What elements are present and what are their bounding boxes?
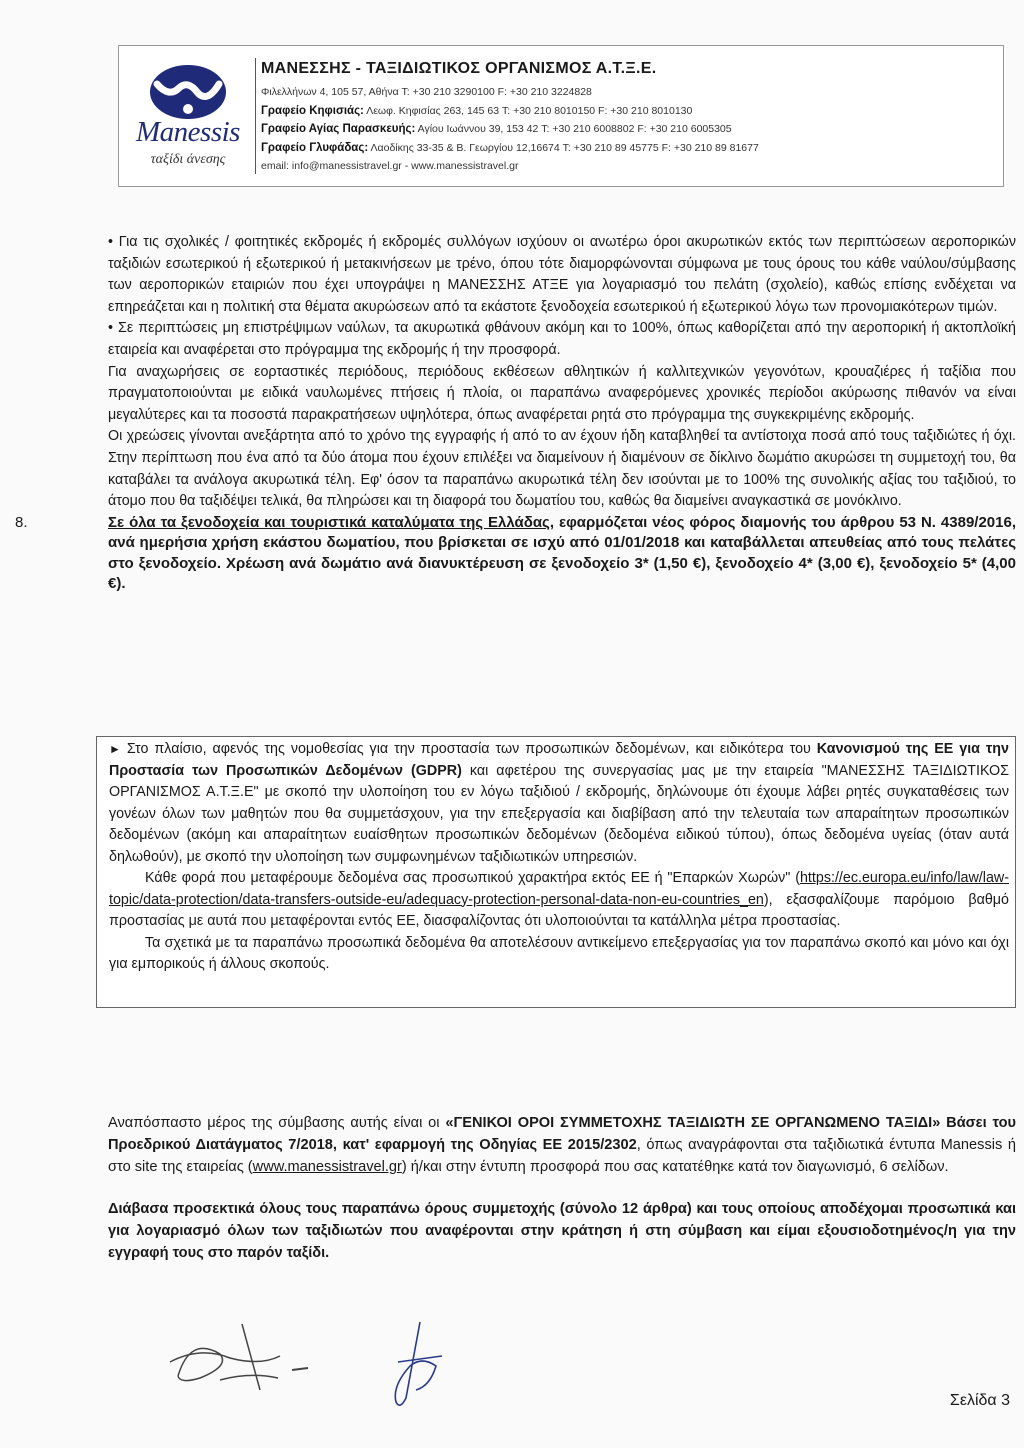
company-name: ΜΑΝΕΣΣΗΣ - ΤΑΞΙΔΙΩΤΙΚΟΣ ΟΡΓΑΝΙΣΜΟΣ Α.Τ.Ξ.Ε. <box>261 60 657 77</box>
company-logo <box>119 56 257 184</box>
gdpr-p2-intro: Κάθε φορά που μεταφέρουμε δεδομένα σας προσωπικού χαρακτήρα εκτός ΕΕ ή "Επαρκών Χωρών" ( <box>145 870 800 886</box>
item-8 <box>15 513 1016 595</box>
page-number: Σελίδα 3 <box>949 1392 1010 1409</box>
item-8-underlined: Σε όλα τα ξενοδοχεία και τουριστικά καταλύματα της Ελλάδας <box>108 513 550 531</box>
terms-body <box>15 232 1016 595</box>
gdpr-paragraph-1 <box>109 739 1009 868</box>
email-website: email: info@manessistravel.gr - www.manessistravel.gr <box>261 160 519 172</box>
head-office-address: Φιλελλήνων 4, 105 57, Αθήνα T: +30 210 3290100 F: +30 210 3224828 <box>261 86 592 98</box>
office-paraskevi-text: Αγίου Ιωάννου 39, 153 42 T: +30 210 6008802 F: +30 210 6005305 <box>417 123 732 135</box>
summary-intro: Αναπόσπαστο μέρος της σύμβασης αυτής είναι οι <box>108 1115 446 1131</box>
eu-adequacy-link[interactable]: https://ec.europa.eu/info/law/law-topic/data-protection/data-transfers-outside-eu/adequacy-protection-personal-data-non-eu-countries_en <box>109 870 1009 908</box>
office-paraskevi <box>261 120 1001 139</box>
letterhead <box>118 45 1004 187</box>
gdpr-regulation-name: Κανονισμού της ΕΕ για την Προστασία των Προσωπικών Δεδομένων (GDPR) <box>109 741 1009 779</box>
non-refundable-paragraph: • Σε περιπτώσεις μη επιστρέψιμων ναύλων, τα ακυρωτικά φθάνουν ακόμη και το 100%, όπως καθορίζεται από την αεροπορική ή ακτοπλοϊκή εταιρεία και αναφέρεται στο πρόγραμμα της εκδρομής ή την προσφορά. <box>108 320 1016 358</box>
summary-paragraph <box>108 1112 1016 1178</box>
handwritten-signature-icon <box>160 1306 460 1416</box>
office-kifisia <box>261 102 1001 121</box>
item-8-text: , εφαρμόζεται νέος φόρος διαμονής του άρθρου 53 Ν. 4389/2016, ανά ημερήσια χρήση εκάστου δωματίου, που βρίσκεται σε ισχύ από 01/01/2018 και καταβάλλεται απευθείας από τους πελάτες στο ξενοδοχείο. Χρέωση ανά δωμάτιο ανά διανυκτέρευση σε ξενοδοχείο 3* (1,50 €), ξενοδοχείο 4* (3,00 €), ξενοδοχείο 5* (4,00 €). <box>108 513 1016 593</box>
gdpr-text <box>109 739 1009 976</box>
gdpr-p1-intro: Στο πλαίσιο, αφενός της νομοθεσίας για την προστασία των προσωπικών δεδομένων, και ειδικότερα του <box>126 741 817 757</box>
office-kifisia-label: Γραφείο Κηφισιάς: <box>261 104 364 117</box>
school-trips-paragraph: • Για τις σχολικές / φοιτητικές εκδρομές ή εκδρομές συλλόγων ισχύουν οι ανωτέρω όροι ακυρωτικών εκτός των περιπτώσεων αεροπορικών ταξιδιών εσωτερικού ή εξωτερικού ή μετακινήσεων με τρένο, όπου τότε διαμορφώνονται σύμφωνα με τους όρους του κάθε ναύλου/σύμβασης των αεροπορικών εταιριών που έχει υπογράψει η ΜΑΝΕΣΣΗΣ ΑΤΞΕ για λογαριασμό του πελάτη (σχολείο), καθώς επίσης ενδέχεται να επηρεάζεται και η πολιτική στα θέματα ακυρώσεων από τα εκάστοτε ξενοδοχεία εσωτερικού ή εξωτερικού λόγω των προνομιακότερων τιμών. <box>108 234 1016 315</box>
triangle-marker-icon: ► <box>109 742 121 756</box>
summary-bold-terms: «ΓΕΝΙΚΟΙ ΟΡΟΙ ΣΥΜΜΕΤΟΧΗΣ ΤΑΞΙΔΙΩΤΗ ΣΕ ΟΡΓΑΝΩΜΕΝΟ ΤΑΞΙΔΙ» Βάσει του Προεδρικού Διατάγματος 7/2018, κατ' εφαρμογή της Οδηγίας ΕΕ 2015/2302 <box>108 1115 1016 1153</box>
office-glyfada-text: Λαοδίκης 33-35 & Β. Γεωργίου 12,16674 T: +30 210 89 45775 F: +30 210 89 81677 <box>370 141 759 154</box>
summary-end: ) ή/και στην έντυπη προσφορά που σας κατατέθηκε κατά τον διαγωνισμό, 6 σελίδων. <box>401 1159 949 1175</box>
header-divider <box>255 58 256 174</box>
office-paraskevi-label: Γραφείο Αγίας Παρασκευής: <box>261 123 416 135</box>
office-glyfada-label: Γραφείο Γλυφάδας: <box>261 141 369 154</box>
website-link[interactable]: www.manessistravel.gr <box>252 1159 402 1175</box>
gdpr-notice-box <box>96 736 1016 1008</box>
contract-summary <box>108 1112 1016 1178</box>
gdpr-p1-rest: και αφετέρου της συνεργασίας μας με την εταιρεία "ΜΑΝΕΣΣΗΣ ΤΑΞΙΔΙΩΤΙΚΟΣ ΟΡΓΑΝΙΣΜΟΣ Α.Τ.Ξ.Ε" με σκοπό την υλοποίηση του εν λόγω ταξιδιού / εκδρομής, δηλώνουμε ότι έχουμε λάβει ρητές συγκαταθέσεις των γονέων όλων των μαθητών που θα συμμετάσχουν, για την επεξεργασία και διαβίβαση από την τελευταία των απαραίτητων προσωπικών δεδομένων (ακόμη και απαραίτητων ευαίσθητων προσωπικών δεδομένων (δεδομένα ειδικού τύπου), όπως δεδομένα υγείας (όταν αυτά δηλωθούν), με σκοπό την υλοποίηση των συμφωνημένων ταξιδιωτικών υπηρεσιών. <box>109 762 1010 865</box>
holiday-periods-paragraph: Για αναχωρήσεις σε εορταστικές περιόδους, περιόδους εκθέσεων αθλητικών ή καλλιτεχνικών γεγονότων, κρουαζιέρες ή ταξίδια που πραγματοποιούνται με ειδικά ναυλωμένες πτήσεις ή πλοία, οι παραπάνω αναφερόμενες χρονικές περίοδοι ακύρωσης πιθανόν να είναι μεγαλύτερες και τα ποσοστά παρακρατήσεων υψηλότερα, όπως αναφέρεται ρητά στο πρόγραμμα της συγκεκριμένης εκδρομής. <box>108 363 1016 423</box>
summary-middle: , όπως αναγράφονται στα ταξιδιωτικά έντυπα Manessis ή στο site της εταιρείας ( <box>108 1137 1016 1175</box>
manessis-logo-mark-icon <box>149 64 227 120</box>
office-glyfada <box>261 139 1001 158</box>
office-kifisia-text: Λεωφ. Κηφισίας 263, 145 63 T: +30 210 8010150 F: +30 210 8010130 <box>366 104 693 117</box>
header-text <box>261 60 1001 176</box>
gdpr-p2-rest: ), εξασφαλίζουμε παρόμοιο βαθμό προστασίας με αυτά που μεταφέρονται εντός ΕΕ, διασφαλίζοντας ότι υλοποιούνται τα κατάλληλα μέτρα προστασίας. <box>109 891 1009 929</box>
logo-name: Manessis <box>136 116 240 148</box>
item-8-number: 8. <box>15 513 28 531</box>
charges-paragraph: Οι χρεώσεις γίνονται ανεξάρτητα από το χρόνο της εγγραφής ή από το αν έχουν ήδη καταβληθεί τα αντίστοιχα ποσά από τους ταξιδιώτες ή όχι. Στην περίπτωση που ένα από τα δύο άτομα που έχουν επιλέξει να διαμείνουν ή διαμένουν σε δίκλινο δωμάτιο ακυρώσει τη συμμετοχή του, θα καταβάλει τα ανάλογα ακυρωτικά τέλη. Εφ' όσον τα παραπάνω ακυρωτικά τέλη δεν ισούνται με το 100% της συνολικής αξίας του ταξιδιού, το άτομο που θα ταξιδέψει τελικά, θα πληρώσει και τη διαφορά του δωματίου του, καθώς θα διαμείνει αναγκαστικά σε μονόκλινο. <box>108 428 1016 510</box>
gdpr-paragraph-2 <box>109 868 1009 933</box>
confirmation-statement: Διάβασα προσεκτικά όλους τους παραπάνω όρους συμμετοχής (σύνολο 12 άρθρα) και τους οποίους αποδέχομαι προσωπικά και για λογαριασμό όλων των ταξιδιωτών που αναφέρονται στην κράτηση ή στη σύμβαση και είμαι εξουσιοδοτημένος/η για την εγγραφή τους στο παρόν ταξίδι. <box>108 1201 1016 1261</box>
gdpr-paragraph-3: Τα σχετικά με τα παραπάνω προσωπικά δεδομένα θα αποτελέσουν αντικείμενο επεξεργασίας για τον παραπάνω σκοπό και μόνο και όχι για εμπορικούς ή άλλους σκοπούς. <box>109 934 1009 972</box>
logo-slogan: ταξίδι άνεσης <box>150 152 226 167</box>
